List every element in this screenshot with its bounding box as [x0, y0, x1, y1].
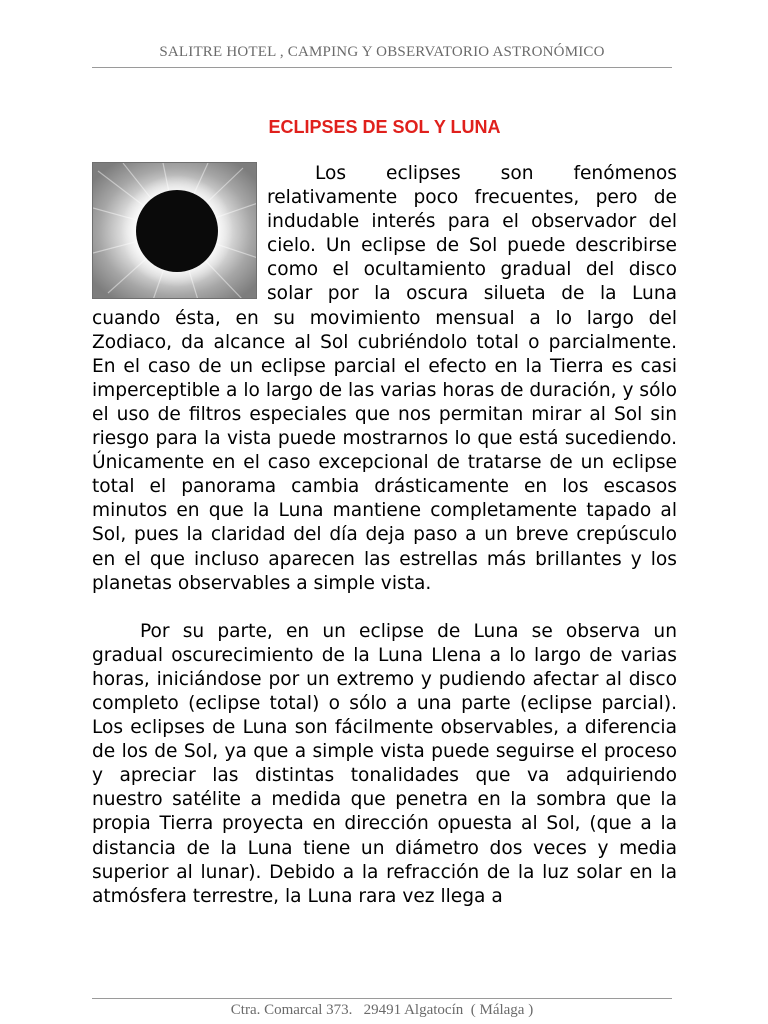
paragraph-solar-eclipse: Los eclipses son fenómenos relativamente poco frecuentes, pero de indudable interés para el observador del cielo. Un eclipse de Sol puede describirse como el ocultamiento gradual del disco solar por la oscura silueta de la Luna cuando ésta, en su movimiento mensual a lo largo del Zodiaco, da alcance al Sol cubriéndolo total o parcialmente. En el caso de un eclipse parcial el efecto en la Tierra es casi imperceptible a lo largo de las varias horas de duración, y sólo el uso de filtros especiales que nos permitan mirar al Sol sin riesgo para la vista puede mostrarnos lo que está sucediendo. Únicamente en el caso excepcional de tratarse de un eclipse total el panorama cambia drásticamente en los escasos minutos en que la Luna mantiene completamente tapado al Sol, pues la claridad del día deja paso a un breve crepúsculo en el que incluso aparecen las estrellas más brillantes y los planetas observables a simple vista. [92, 163, 677, 594]
page-footer: Ctra. Comarcal 373. 29491 Algatocín ( Málaga ) [230, 1002, 534, 1018]
document-body [92, 162, 677, 909]
solar-eclipse-image [92, 162, 257, 299]
document-title: ECLIPSES DE SOL Y LUNA [268, 117, 501, 137]
paragraph-lunar-eclipse: Por su parte, en un eclipse de Luna se observa un gradual oscurecimiento de la Luna Llena a lo largo de varias horas, iniciándose por un extremo y pudiendo afectar al disco completo (eclipse total) o sólo a una parte (eclipse parcial). Los eclipses de Luna son fácilmente observables, a diferencia de los de Sol, ya que a simple vista puede seguirse el proceso y apreciar las distintas tonalidades que va adquiriendo nuestro satélite a medida que penetra en la sombra que la propia Tierra proyecta en dirección opuesta al Sol, (que a la distancia de la Luna tiene un diámetro dos veces y media superior al lunar). Debido a la refracción de la luz solar en la atmósfera terrestre, la Luna rara vez llega a [92, 620, 677, 907]
header-divider [92, 67, 672, 68]
page-header: SALITRE HOTEL , CAMPING Y OBSERVATORIO ASTRONÓMICO [159, 44, 605, 60]
footer-divider [92, 998, 672, 999]
